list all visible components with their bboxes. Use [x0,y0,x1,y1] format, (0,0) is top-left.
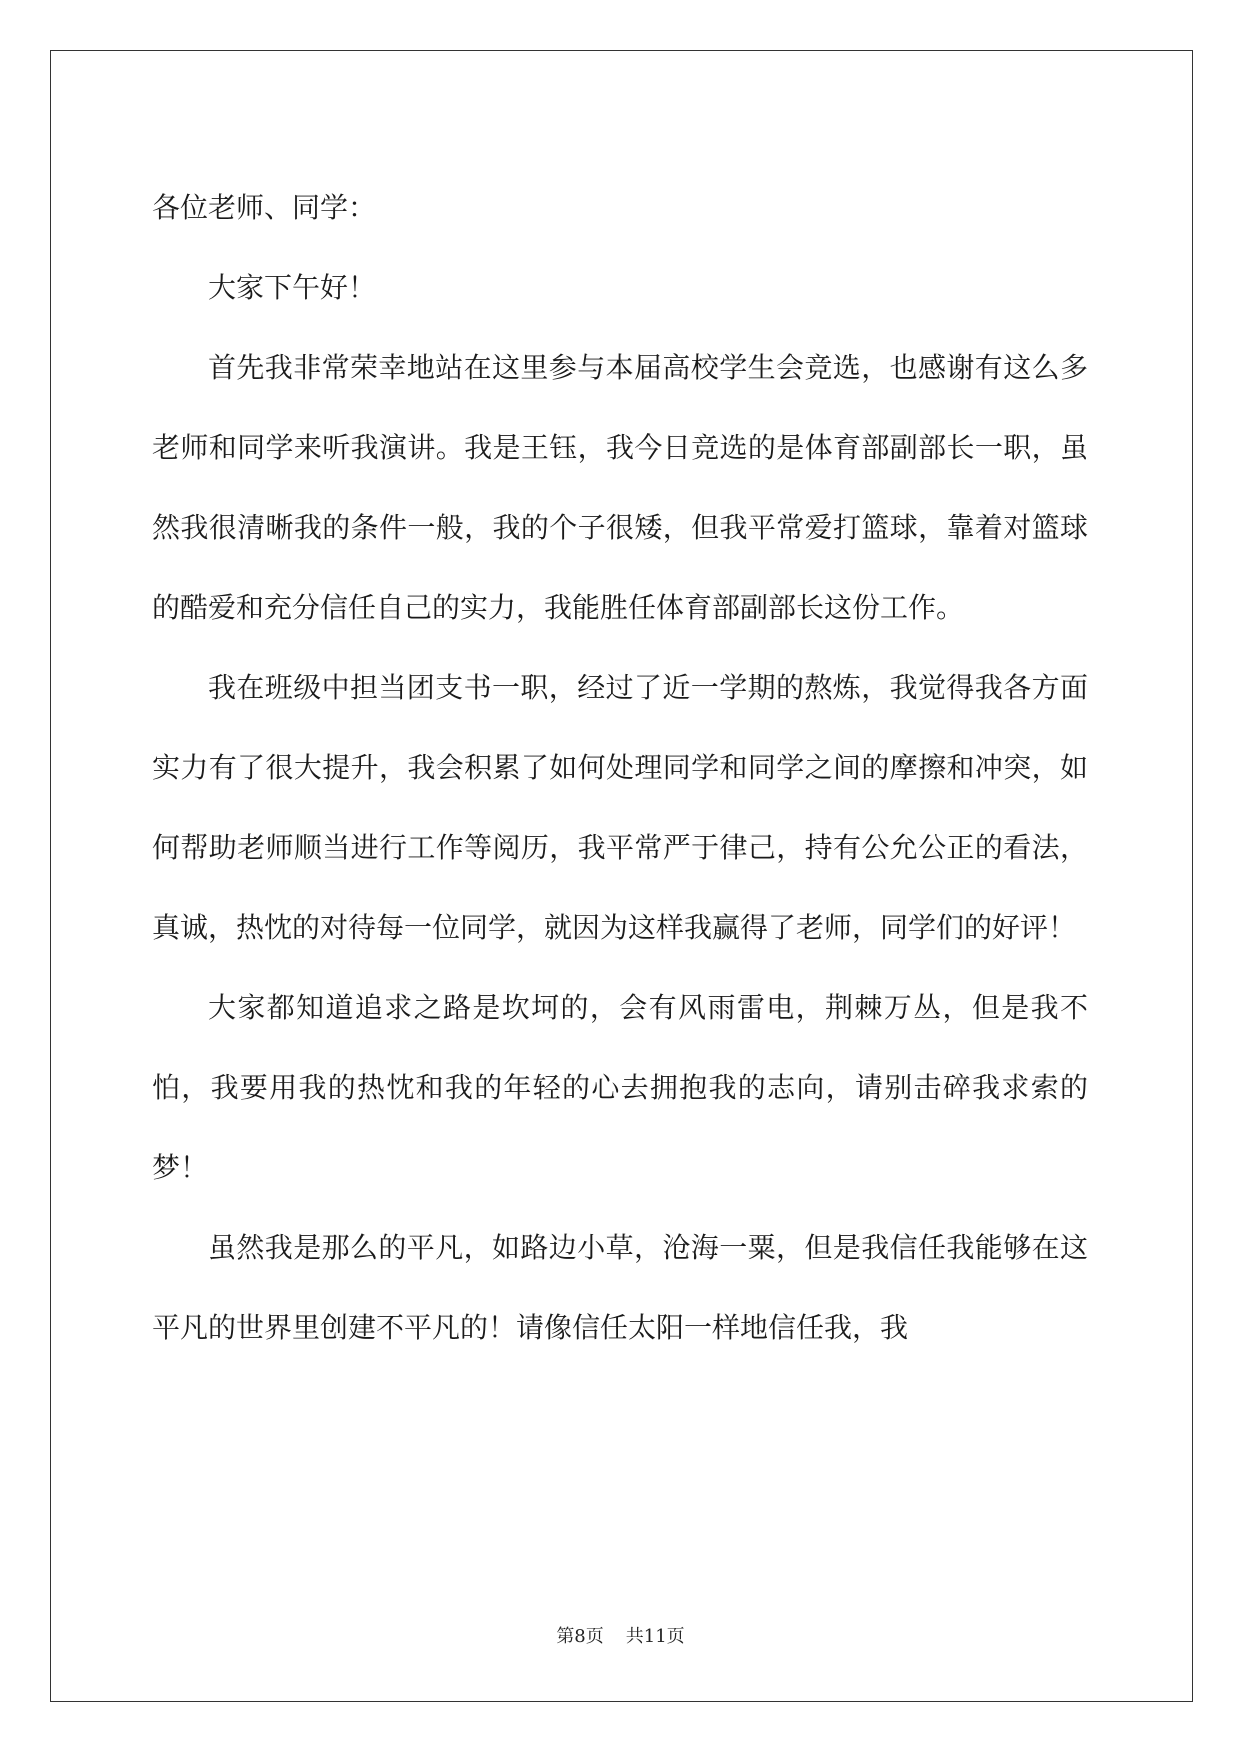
document-body [152,168,1088,1368]
salutation: 各位老师、同学： [152,191,377,224]
paragraph-determination: 大家都知道追求之路是坎坷的，会有风雨雷电，荆棘万丛，但是我不怕，我要用我的热忱和我的年轻的心去拥抱我的志向，请别击碎我求索的梦！ [152,991,1088,1184]
page-total: 共11页 [625,1626,685,1647]
paragraph-experience: 我在班级中担当团支书一职，经过了近一学期的熬炼，我觉得我各方面实力有了很大提升，我会积累了如何处理同学和同学之间的摩擦和冲突，如何帮助老师顺当进行工作等阅历，我平常严于律己，持有公允公正的看法，真诚，热忱的对待每一位同学，就因为这样我赢得了老师，同学们的好评！ [152,671,1088,944]
paragraph-introduction: 首先我非常荣幸地站在这里参与本届高校学生会竞选，也感谢有这么多老师和同学来听我演讲。我是王钰，我今日竞选的是体育部副部长一职，虽然我很清晰我的条件一般，我的个子很矮，但我平常爱打篮球，靠着对篮球的酷爱和充分信任自己的实力，我能胜任体育部副部长这份工作。 [152,351,1088,624]
page-number: 第8页 [556,1626,604,1647]
paragraph-greeting: 大家下午好！ [208,271,377,304]
page-footer [0,1622,1241,1648]
paragraph-closing: 虽然我是那么的平凡，如路边小草，沧海一粟，但是我信任我能够在这平凡的世界里创建不平凡的！请像信任太阳一样地信任我，我 [152,1231,1088,1344]
